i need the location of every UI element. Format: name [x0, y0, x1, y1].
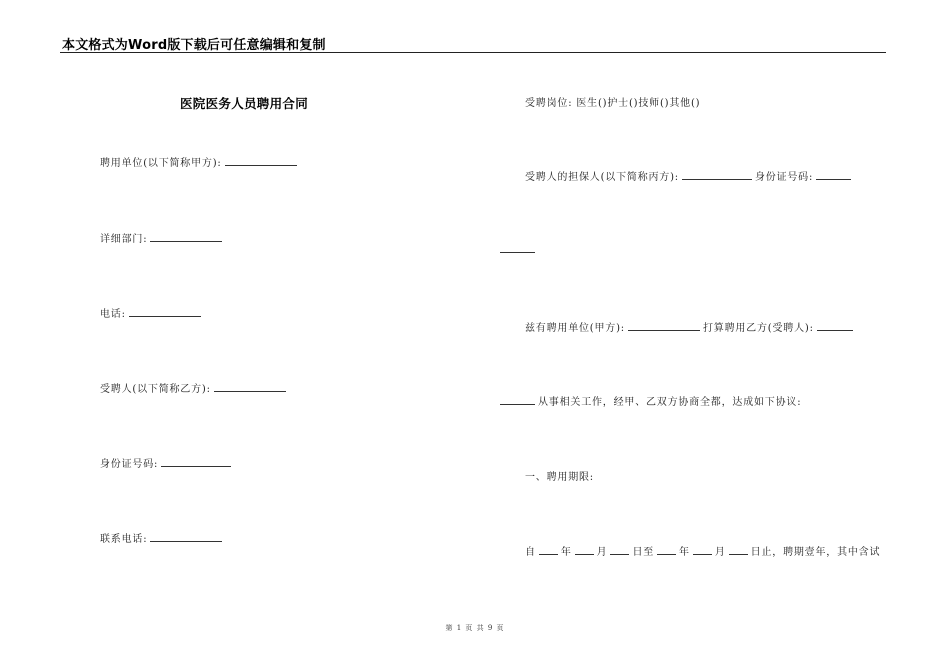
- guarantor-id-continuation: [500, 243, 538, 256]
- agreement-line: [500, 393, 801, 408]
- id-number-blank: [161, 457, 231, 467]
- term-year2-blank: [657, 545, 676, 555]
- guarantor-label: 受聘人的担保人(以下简称丙方):: [525, 172, 679, 183]
- term-month2: 月: [714, 547, 726, 558]
- download-banner: 本文格式为Word版下载后可任意编辑和复制: [62, 38, 326, 53]
- hire-employer-blank: [628, 321, 700, 331]
- term-line: [525, 543, 880, 558]
- term-month1-blank: [575, 545, 594, 555]
- page-number: 第 1 页 共 9 页: [445, 624, 505, 632]
- term-day1: 日至: [632, 547, 655, 558]
- guarantor-id-blank: [816, 170, 851, 180]
- id-number-line: [100, 455, 234, 470]
- term-year2: 年: [679, 547, 690, 558]
- employee-label: 受聘人(以下简称乙方):: [100, 384, 211, 395]
- employer-blank: [225, 156, 297, 166]
- department-label: 详细部门:: [100, 234, 148, 245]
- contact-phone-line: [100, 530, 225, 545]
- agreement-blank: [500, 395, 535, 405]
- phone-label: 电话:: [100, 309, 126, 320]
- term-year1-blank: [539, 545, 558, 555]
- term-month1: 月: [596, 547, 608, 558]
- term-day1-blank: [610, 545, 629, 555]
- guarantor-blank: [682, 170, 752, 180]
- guarantor-id-label: 身份证号码:: [754, 172, 814, 183]
- guarantor-id-blank-cont: [500, 243, 535, 253]
- phone-blank: [129, 307, 201, 317]
- header-divider: [60, 52, 886, 53]
- phone-line: [100, 305, 204, 320]
- employer-label: 聘用单位(以下简称甲方):: [100, 158, 222, 169]
- employee-line: [100, 380, 289, 395]
- employee-blank: [214, 382, 286, 392]
- document-title: 医院医务人员聘用合同: [180, 96, 309, 111]
- department-line: [100, 230, 225, 245]
- position-line: 受聘岗位: 医生()护士()技师()其他(): [525, 98, 701, 109]
- term-month2-blank: [693, 545, 712, 555]
- section1-heading: 一、聘用期限:: [525, 472, 594, 483]
- term-day2-blank: [729, 545, 748, 555]
- term-from: 自: [525, 547, 536, 558]
- employer-line: [100, 154, 300, 169]
- hire-intro-line: [525, 319, 856, 334]
- hire-employee-blank: [817, 321, 853, 331]
- guarantor-line: [525, 168, 854, 183]
- id-number-label: 身份证号码:: [100, 459, 159, 470]
- term-end: 日止，聘期壹年，其中含试: [750, 547, 881, 558]
- agreement-text: 从事相关工作，经甲、乙双方协商全都，达成如下协议:: [538, 397, 802, 408]
- term-year1: 年: [560, 547, 572, 558]
- contact-phone-blank: [150, 532, 222, 542]
- department-blank: [150, 232, 222, 242]
- hire-intent-label: 打算聘用乙方(受聘人):: [702, 323, 814, 334]
- contact-phone-label: 联系电话:: [100, 534, 148, 545]
- hire-intro-label: 兹有聘用单位(甲方):: [525, 323, 625, 334]
